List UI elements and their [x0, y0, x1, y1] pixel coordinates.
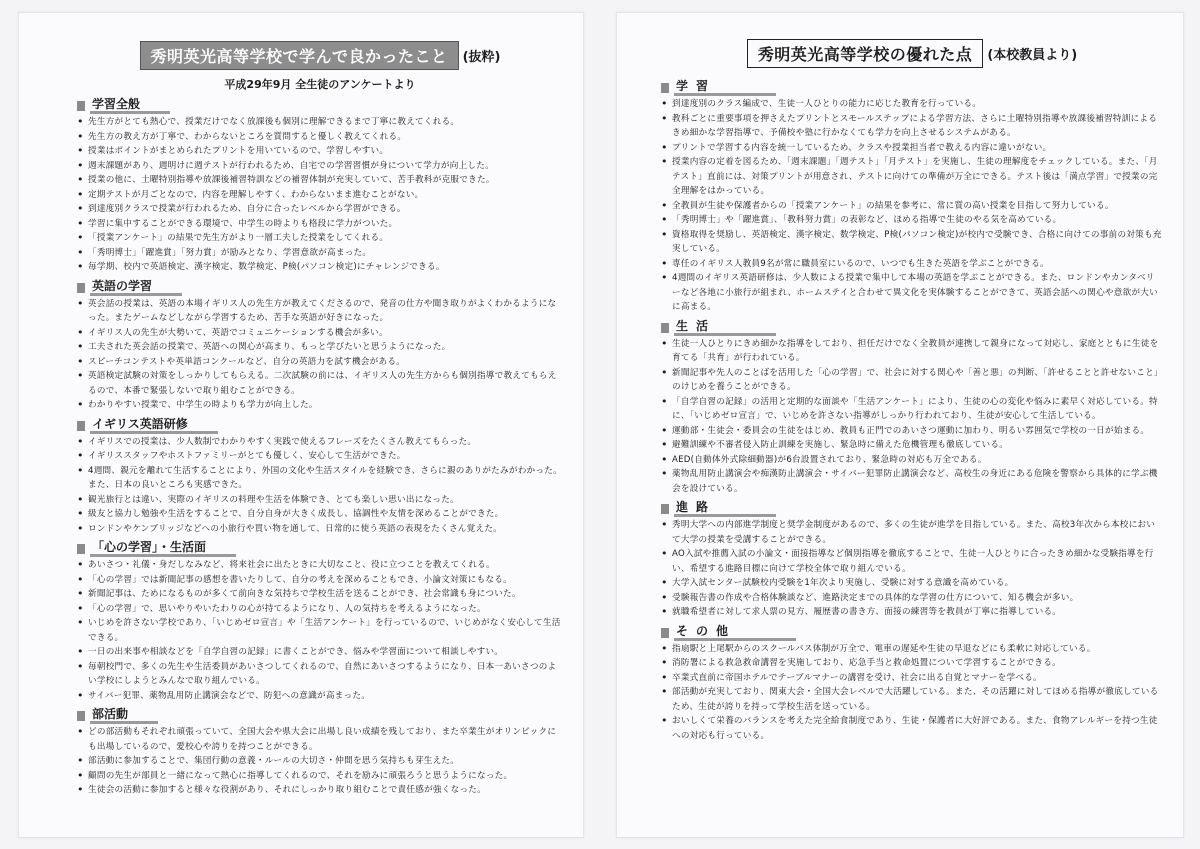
- list-item: [77, 783, 563, 798]
- bullet-icon: •: [77, 115, 84, 128]
- bullet-icon: •: [661, 111, 668, 125]
- bullet-icon: •: [77, 434, 84, 448]
- bullet-icon: •: [661, 590, 668, 604]
- bullet-icon: •: [661, 670, 668, 684]
- list-item: [77, 616, 563, 645]
- list-item: [661, 453, 1163, 468]
- bullet-icon: •: [661, 547, 668, 560]
- list-item-text: 授業内容の定着を図るため、「週末課題」「週テスト」「月テスト」を実施し、生徒の理解度をチェックしている。また、「月テスト」直前には、対策プリントが用意され、テストに向けての準備が万全にできる。テスト後は「満点学習」で授業の完全理解をはかっている。: [672, 157, 1158, 196]
- list-item: [77, 507, 563, 522]
- list-item-text: 就職希望者に対して求人票の見方、履歴書の書き方、面接の練習等を教員が丁寧に指導している。: [672, 607, 1062, 617]
- list-item: [661, 642, 1163, 657]
- section-heading-label: イギリス英語研修: [90, 418, 218, 434]
- list-item-text: いじめを許さない学校であり、「いじめゼロ宣言」や「生活アンケート」を行っているので、いじめがなく安心して生活できる。: [88, 618, 561, 643]
- bullet-icon: •: [661, 140, 668, 154]
- list-item-text: 工夫された英会話の授業で、英語への関心が高まり、もっと学びたいと思うようになった。: [88, 342, 451, 352]
- list-item: [77, 573, 563, 588]
- bullet-icon: •: [77, 354, 84, 368]
- list-item-text: AED(自動体外式除細動器)が6台設置されており、緊急時の対応も万全である。: [672, 454, 987, 465]
- list-item: [661, 438, 1163, 453]
- list-item-text: 「秀明博士」や「躍進賞」、「教科努力賞」の表彰など、ほめる指導で生徒のやる気を高めている。: [672, 215, 1062, 225]
- bullet-icon: •: [661, 518, 668, 531]
- list-item-text: 英語検定試験の対策をしっかりしてもらえる。二次試験の前には、イギリス人の先生方からも個別指導で教えてもらえるので、本番で緊張しないで取り組むことができる。: [88, 371, 557, 396]
- list-item: [661, 424, 1163, 439]
- bullet-icon: •: [77, 587, 84, 600]
- section-item-list: [77, 297, 563, 413]
- bullet-icon: •: [661, 213, 668, 226]
- list-item: [77, 449, 563, 464]
- list-item-text: イギリスでの授業は、少人数制でわかりやすく実践で使えるフレーズをたくさん教えてもらった。: [88, 436, 477, 447]
- list-item-text: あいさつ・礼儀・身だしなみなど、将来社会に出たときに大切なこと、役に立つことを教えてくれる。: [88, 560, 495, 570]
- list-item: [77, 725, 563, 754]
- list-item-text: 受験報告書の作成や合格体験談など、進路決定までの具体的な学習の仕方について、知る機会が多い。: [672, 592, 1079, 603]
- list-item: [77, 769, 563, 784]
- list-item-text: 到達度別のクラス編成で、生徒一人ひとりの能力に応じた教育を行っている。: [672, 99, 982, 109]
- bullet-icon: •: [77, 129, 84, 143]
- list-item-text: 専任のイギリス人教員9名が常に職員室にいるので、いつでも生きた英語を学ぶことができる。: [672, 258, 1049, 269]
- section-heading-label: 学習全般: [90, 98, 170, 114]
- list-item: [77, 231, 563, 246]
- list-item: [77, 115, 563, 130]
- list-item: [77, 689, 563, 704]
- list-item-text: 資格取得を奨励し、英語検定、漢字検定、数学検定、P検(パソコン検定)が校内で受験でき、合格に向けての事前の対策も充実している。: [672, 229, 1162, 254]
- bullet-icon: •: [77, 144, 84, 157]
- list-item-text: 全教員が生徒や保護者からの「授業アンケート」の結果を参考に、常に質の高い授業を目指して努力している。: [672, 200, 1114, 211]
- bullet-icon: •: [661, 423, 668, 437]
- list-item: [77, 602, 563, 617]
- list-item-text: 「秀明博士」「躍進賞」「努力賞」が励みとなり、学習意欲が高まった。: [88, 247, 372, 258]
- left-section: [77, 708, 563, 798]
- bullet-icon: •: [77, 260, 84, 273]
- list-item-text: 週末課題があり、週明けに週テストが行われるため、自宅での学習習慣が身について学力が向上した。: [88, 160, 494, 171]
- list-item: [661, 467, 1163, 496]
- list-item-text: 毎朝校門で、多くの先生や生活委員があいさつしてくれるので、自然にあいさつするようになり、日本一あいさつのよい学校にしようとみんなで取り組んでいる。: [88, 661, 557, 686]
- list-item-text: AO入試や推薦入試の小論文・面接指導など個別指導を徹底することで、生徒一人ひとりに合ったきめ細かな受験指導を行い、希望する進路目標に向けて学校全体で取り組んでいる。: [672, 549, 1154, 574]
- list-item-text: 「自学自習の記録」の活用と定期的な面談や「生活アンケート」により、生徒の心の変化や悩みに素早く対応している。特に、「いじめゼロ宣言」で、いじめを許さない指導がしっかり行われており、生徒が安心して生活している。: [672, 396, 1158, 421]
- list-item: [661, 337, 1163, 366]
- list-item-text: 到達度別クラスで授業が行われるため、自分に合ったレベルから学習ができる。: [88, 204, 406, 214]
- bullet-icon: •: [77, 296, 84, 310]
- bullet-icon: •: [661, 714, 668, 727]
- section-heading: [77, 418, 563, 434]
- left-section: [77, 541, 563, 703]
- list-item-text: イギリス人の先生が大勢いて、英語でコミュニケーションする機会が多い。: [88, 327, 388, 338]
- right-title-suffix: (本校教員より): [987, 48, 1078, 63]
- list-item: [661, 213, 1163, 228]
- list-item-text: 秀明大学への内部進学制度と奨学金制度があるので、多くの生徒が進学を目指している。また、高校3年次から本校において大学の授業を受講することができる。: [672, 520, 1156, 545]
- list-item-text: 4週間のイギリス英語研修は、少人数による授業で集中して本場の英語を学ぶことができる。また、ロンドンやカンタベリーなど各地に小旅行が組まれ、ホームステイと合わせて異文化を実体験することができて、英語会話への関心や意欲が大いに高まる。: [672, 273, 1158, 312]
- bullet-icon: •: [77, 645, 84, 658]
- list-item-text: 毎学期、校内で英語検定、漢字検定、数学検定、P検(パソコン検定)にチャレンジできる。: [88, 262, 445, 272]
- section-item-list: [77, 435, 563, 537]
- list-item-text: 消防署による救急救命講習を実施しており、応急手当と救命処置について学習することができる。: [672, 658, 1061, 668]
- bullet-icon: •: [77, 492, 84, 506]
- left-subtitle: 平成29年9月 全生徒のアンケートより: [224, 78, 416, 91]
- list-item-text: 運動部・生徒会・委員会の生徒をはじめ、教員も正門でのあいさつ運動に加わり、明るい雰囲気で学校の一日が始まる。: [672, 425, 1150, 436]
- bullet-icon: •: [661, 656, 668, 669]
- square-marker-icon: [77, 283, 85, 293]
- bullet-icon: •: [77, 572, 84, 586]
- bullet-icon: •: [661, 198, 668, 212]
- list-item-text: 生徒一人ひとりにきめ細かな指導をしており、担任だけでなく全教員が連携して親身になって対応し、家庭とともに生徒を育てる「共育」が行われている。: [672, 338, 1159, 363]
- list-item: [77, 464, 563, 493]
- section-heading: [77, 541, 563, 557]
- list-item: [77, 369, 563, 398]
- bullet-icon: •: [77, 521, 84, 535]
- list-item: [661, 395, 1163, 424]
- list-item: [77, 297, 563, 326]
- list-item: [661, 155, 1163, 199]
- bullet-icon: •: [77, 507, 84, 520]
- list-item: [77, 173, 563, 188]
- bullet-icon: •: [77, 659, 84, 673]
- list-item-text: 新聞記事は、ためになるものが多くて前向きな気持ちで学校生活を送ることができ、社会常識も身についた。: [88, 589, 521, 599]
- list-item-text: サイバー犯罪、薬物乱用防止講演会などで、防犯への意識が高まった。: [88, 690, 371, 701]
- list-item: [77, 130, 563, 145]
- list-item-text: 指扇駅と上尾駅からのスクールバス体制が万全で、電車の遅延や生徒の早退などにも柔軟に対応している。: [672, 643, 1096, 654]
- left-title-suffix: (抜粋): [462, 50, 501, 65]
- list-item-text: 授業はポイントがまとめられたプリントを用いているので、学習しやすい。: [88, 146, 389, 156]
- list-item: [661, 576, 1163, 591]
- section-heading: [77, 708, 563, 724]
- left-title-row: [77, 41, 563, 70]
- left-sections: [77, 98, 563, 798]
- list-item-text: わかりやすい授業で、中学生の時よりも学力が向上した。: [88, 400, 318, 410]
- bullet-icon: •: [77, 398, 84, 411]
- list-item-text: プリントで学習する内容を統一しているため、クラスや授業担当者で教える内容に違いがない。: [672, 142, 1052, 153]
- list-item: [77, 645, 563, 660]
- section-heading-label: 進路: [674, 501, 776, 517]
- list-item-text: ロンドンやケンブリッジなどへの小旅行や買い物を通して、日常的に使う英語の表現をたくさん覚えた。: [88, 523, 503, 534]
- section-heading-label: 生活: [674, 320, 776, 336]
- list-item: [661, 714, 1163, 743]
- list-item-text: 4週間、親元を離れて生活することにより、外国の文化や生活スタイルを経験でき、さらに親のありがたみがわかった。また、日本の良いところも実感できた。: [88, 465, 562, 490]
- list-item-text: 顧問の先生が部員と一緒になって熱心に指導してくれるので、それを励みに頑張ろうと思うようになった。: [88, 770, 513, 781]
- list-item: [77, 398, 563, 413]
- list-item-text: 英会話の授業は、英語の本場イギリス人の先生方が教えてくださるので、発音の仕方や聞き取りがよくわかるようになった。またゲームなどしながら学習するため、苦手な英語が好きになった。: [88, 298, 557, 323]
- bullet-icon: •: [77, 187, 84, 201]
- bullet-icon: •: [77, 449, 84, 462]
- bullet-icon: •: [77, 369, 84, 382]
- list-item-text: 薬物乱用防止講演会や痴漢防止講演会・サイバー犯罪防止講演会など、高校生の身近にある危険を警察から具体的に学ぶ機会を設けている。: [672, 469, 1158, 494]
- list-item-text: 先生方がとても熱心で、授業だけでなく放課後も個別に理解できるまで丁寧に教えてくれる。: [88, 117, 460, 127]
- list-item: [661, 547, 1163, 576]
- bullet-icon: •: [661, 438, 668, 451]
- section-item-list: [661, 518, 1163, 620]
- bullet-icon: •: [77, 325, 84, 339]
- bullet-icon: •: [77, 463, 84, 477]
- section-heading: [77, 98, 563, 114]
- list-item-text: 先生方の教え方が丁寧で、わからないところを質問すると優しく教えてくれる。: [88, 131, 407, 142]
- list-item: [661, 97, 1163, 112]
- list-item-text: 避難訓練や不審者侵入防止訓練を実施し、緊急時に備えた危機管理も徹底している。: [672, 440, 1009, 450]
- bullet-icon: •: [77, 725, 84, 738]
- list-item-text: 部活動が充実しており、関東大会・全国大会レベルで大活躍している。また、その活躍に対してほめる指導が徹底しているため、生徒が誇りを持って学校生活を送っている。: [672, 687, 1159, 712]
- bullet-icon: •: [77, 202, 84, 215]
- list-item-text: 新聞記事や先人のことばを活用した「心の学習」で、社会に対する関心や「善と悪」の判断、「許せることと許せないこと」のけじめを養うことができる。: [672, 367, 1163, 392]
- list-item: [77, 159, 563, 174]
- list-item: [661, 671, 1163, 686]
- bullet-icon: •: [77, 754, 84, 767]
- list-item: [661, 199, 1163, 214]
- bullet-icon: •: [661, 641, 668, 655]
- list-item-text: 「心の学習」では新聞記事の感想を書いたりして、自分の考えを深めることもでき、小論文対策にもなる。: [88, 574, 512, 585]
- list-item: [661, 257, 1163, 272]
- list-item: [77, 246, 563, 261]
- list-item: [661, 141, 1163, 156]
- section-item-list: [77, 725, 563, 798]
- bullet-icon: •: [661, 256, 668, 270]
- list-item: [77, 435, 563, 450]
- list-item-text: イギリススタッフやホストファミリーがとても優しく、安心して生活ができた。: [88, 451, 406, 461]
- bullet-icon: •: [77, 688, 84, 702]
- right-section: [661, 80, 1163, 315]
- bullet-icon: •: [77, 616, 84, 629]
- list-item-text: 「授業アンケート」の結果で先生方がより一層工夫した授業をしてくれる。: [88, 233, 389, 243]
- right-title: 秀明英光高等学校の優れた点: [747, 39, 984, 68]
- bullet-icon: •: [661, 271, 668, 284]
- list-item: [77, 202, 563, 217]
- square-marker-icon: [661, 323, 669, 333]
- square-marker-icon: [77, 101, 85, 111]
- section-item-list: [661, 97, 1163, 315]
- bullet-icon: •: [661, 155, 668, 168]
- list-item: [77, 522, 563, 537]
- list-item: [77, 260, 563, 275]
- list-item: [77, 217, 563, 232]
- section-heading-label: その他: [674, 625, 796, 641]
- list-item: [661, 656, 1163, 671]
- list-item: [661, 685, 1163, 714]
- list-item-text: 「心の学習」で、思いやりやいたわりの心が持てるようになり、人の気持ちを考えるようになった。: [88, 603, 486, 614]
- bullet-icon: •: [77, 340, 84, 353]
- list-item-text: 生徒会の活動に参加すると様々な役割があり、それにしっかり取り組むことで責任感が強くなった。: [88, 785, 486, 795]
- list-item-text: スピーチコンテストや英単語コンクールなど、自分の英語力を試す機会がある。: [88, 356, 406, 367]
- right-section: [661, 625, 1163, 744]
- bullet-icon: •: [77, 158, 84, 172]
- list-item-text: 観光旅行とは違い、実際のイギリスの料理や生活を体験でき、とても楽しい思い出になった。: [88, 494, 459, 505]
- bullet-icon: •: [661, 97, 668, 110]
- list-item-text: 級友と協力し勉強や生活をすることで、自分自身が大きく成長し、協調性や友情を深めることができた。: [88, 509, 504, 519]
- section-item-list: [77, 558, 563, 703]
- square-marker-icon: [77, 421, 85, 431]
- section-item-list: [77, 115, 563, 275]
- bullet-icon: •: [77, 783, 84, 796]
- square-marker-icon: [77, 544, 85, 554]
- bullet-icon: •: [661, 452, 668, 466]
- left-section: [77, 280, 563, 413]
- bullet-icon: •: [661, 605, 668, 618]
- section-heading-label: 部活動: [90, 708, 158, 724]
- right-sections: [661, 80, 1163, 743]
- section-heading: [77, 280, 563, 296]
- list-item-text: 卒業式直前に帝国ホテルでテーブルマナーの講習を受け、社会に出る自覚とマナーを学べる。: [672, 672, 1042, 683]
- list-item: [661, 366, 1163, 395]
- left-section: [77, 98, 563, 275]
- square-marker-icon: [77, 711, 85, 721]
- bullet-icon: •: [661, 227, 668, 241]
- list-item: [77, 493, 563, 508]
- list-item-text: おいしくて栄養のバランスを考えた完全給食制度であり、生徒・保護者に大好評である。また、食物アレルギーを持つ生徒への対応も行っている。: [672, 716, 1158, 741]
- list-item: [661, 228, 1163, 257]
- section-heading: [661, 320, 1163, 336]
- list-item: [661, 271, 1163, 315]
- bullet-icon: •: [661, 365, 668, 379]
- bullet-icon: •: [661, 685, 668, 698]
- bullet-icon: •: [661, 576, 668, 589]
- list-item: [77, 754, 563, 769]
- list-item: [77, 660, 563, 689]
- square-marker-icon: [661, 628, 669, 638]
- left-page: [18, 12, 584, 838]
- list-item: [77, 326, 563, 341]
- list-item: [661, 518, 1163, 547]
- section-heading-label: 英語の学習: [90, 280, 182, 296]
- bullet-icon: •: [77, 245, 84, 259]
- bullet-icon: •: [661, 394, 668, 408]
- list-item-text: 一日の出来事や相談などを「自学自習の記録」に書くことができ、悩みや学習面について相談しやすい。: [88, 647, 504, 657]
- right-title-row: [661, 39, 1163, 68]
- section-heading: [661, 80, 1163, 96]
- list-item-text: どの部活動もそれぞれ頑張っていて、全国大会や県大会に出場し良い成績を残しており、また卒業生がオリンピックにも出場しているので、愛校心や誇りを持つことができる。: [88, 727, 557, 752]
- list-item: [77, 340, 563, 355]
- right-section: [661, 501, 1163, 620]
- bullet-icon: •: [77, 231, 84, 244]
- list-item-text: 学習に集中することができる環境で、中学生の時よりも格段に学力がついた。: [88, 218, 398, 229]
- list-item-text: 授業の他に、土曜特別指導や放課後補習特訓などの補習体制が充実していて、苦手教科が克服できた。: [88, 175, 495, 185]
- square-marker-icon: [661, 504, 669, 514]
- section-item-list: [661, 642, 1163, 744]
- right-section: [661, 320, 1163, 497]
- bullet-icon: •: [77, 216, 84, 230]
- list-item: [661, 605, 1163, 620]
- list-item: [661, 112, 1163, 141]
- bullet-icon: •: [661, 336, 668, 350]
- list-item: [661, 591, 1163, 606]
- section-item-list: [661, 337, 1163, 497]
- right-page: [616, 12, 1184, 838]
- left-title: 秀明英光高等学校で学んで良かったこと: [140, 41, 459, 70]
- list-item: [77, 188, 563, 203]
- section-heading-label: 「心の学習」・生活面: [90, 541, 236, 557]
- list-item: [77, 144, 563, 159]
- left-section: [77, 418, 563, 537]
- bullet-icon: •: [77, 768, 84, 782]
- list-item: [77, 355, 563, 370]
- section-heading-label: 学習: [674, 80, 776, 96]
- bullet-icon: •: [77, 173, 84, 186]
- list-item-text: 教科ごとに重要事項を押さえたプリントとスモールステップによる学習方法、さらに土曜特別指導や放課後補習特訓によるきめ細かな学習指導で、予備校や塾に行かなくても学力を向上させるシステムがある。: [672, 113, 1158, 138]
- list-item: [77, 558, 563, 573]
- bullet-icon: •: [77, 558, 84, 571]
- bullet-icon: •: [661, 467, 668, 480]
- list-item-text: 部活動に参加することで、集団行動の意義・ルールの大切さ・仲間を思う気持ちも芽生えた。: [88, 756, 460, 766]
- section-heading: [661, 625, 1163, 641]
- section-heading: [661, 501, 1163, 517]
- bullet-icon: •: [77, 601, 84, 615]
- square-marker-icon: [661, 83, 669, 93]
- list-item: [77, 587, 563, 602]
- list-item-text: 大学入試センター試験校内受験を1年次より実施し、受験に対する意識を高めている。: [672, 578, 1014, 588]
- list-item-text: 定期テストが月ごとなので、内容を理解しやすく、わからないまま進むことがない。: [88, 189, 424, 200]
